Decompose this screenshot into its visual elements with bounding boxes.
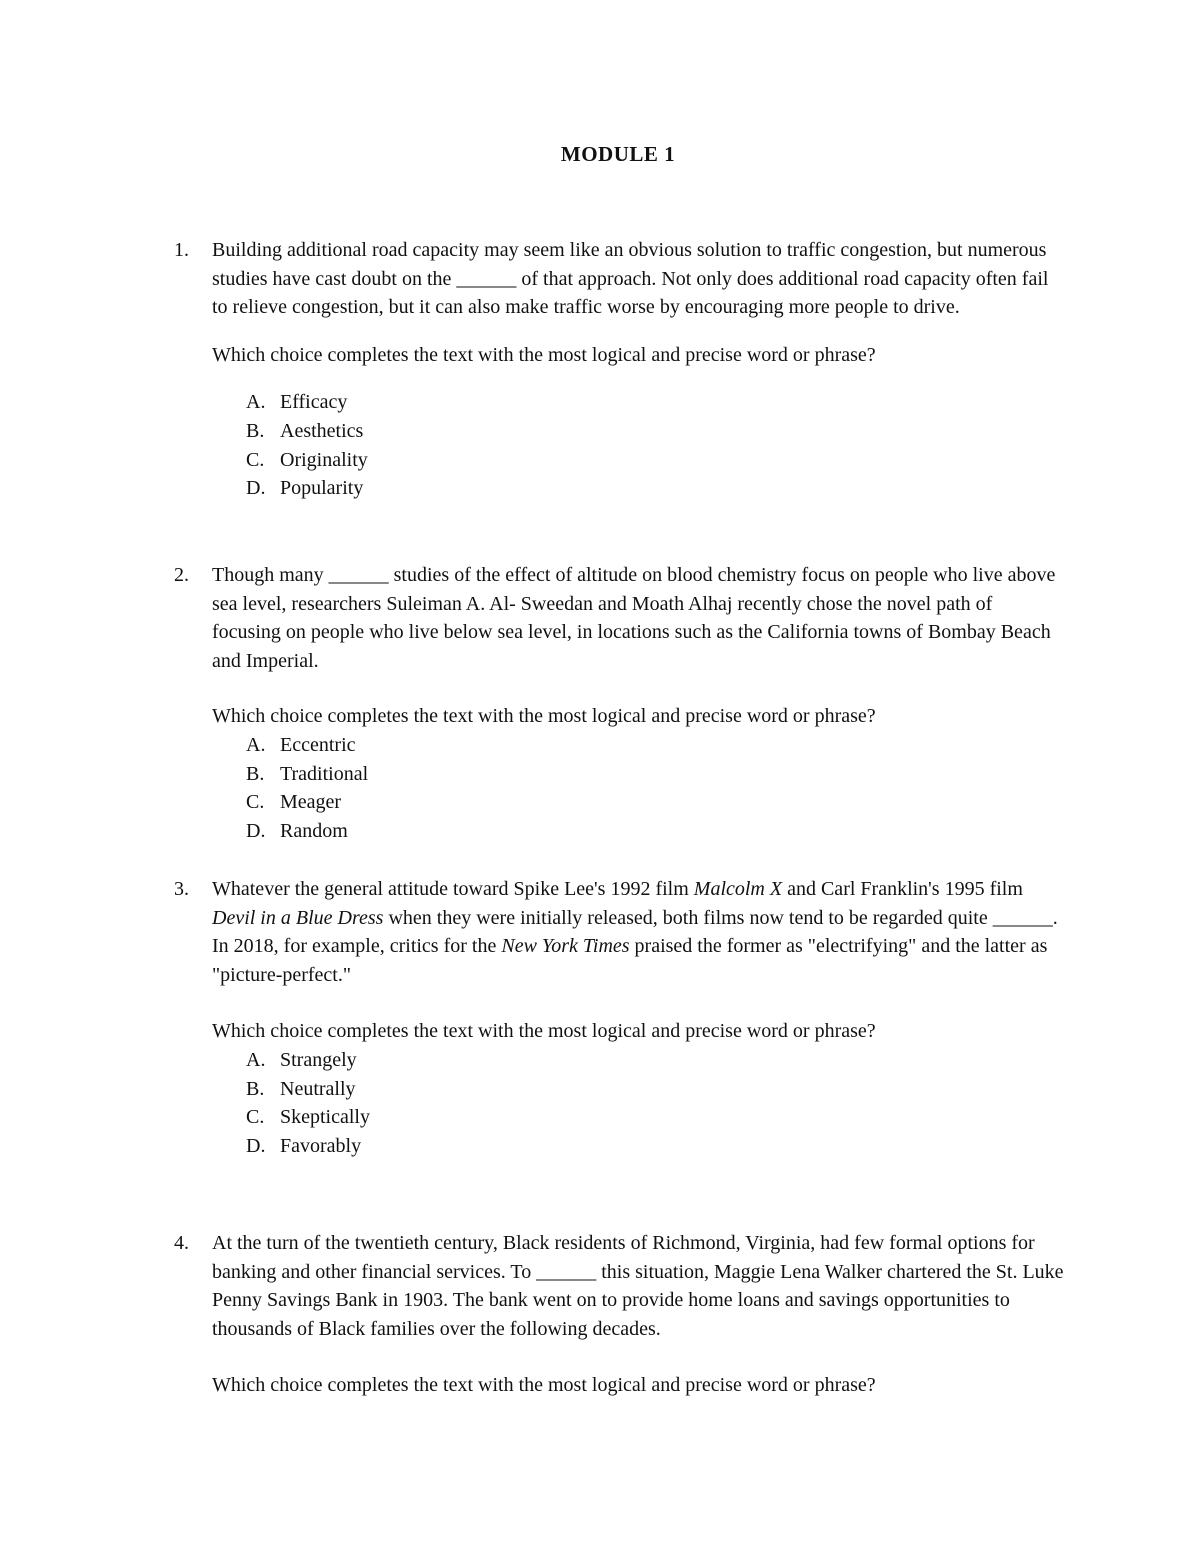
choice-text: Neutrally (280, 1077, 356, 1100)
question-stem: At the turn of the twentieth century, Black residents of Richmond, Virginia, had few formal options for banking and other financial services. To ______ this situation, Maggie Lena Walker chartered the St. Luke Penny Savings Bank in 1903. The bank went on to provide home loans and savings opportunities to thousands of Black families over the following decades. (212, 1232, 1064, 1340)
answer-choice[interactable] (174, 1132, 1074, 1161)
choice-letter: C. (246, 791, 265, 814)
answer-choices (174, 388, 1074, 502)
stem-text: praised the former as "electrifying" and the latter as "picture-perfect." (212, 935, 1048, 986)
choice-text: Originality (280, 448, 368, 471)
choice-letter: D. (246, 1134, 266, 1157)
answer-choice[interactable] (174, 731, 1074, 760)
choice-text: Traditional (280, 762, 369, 785)
question-2 (174, 561, 1074, 845)
question-4 (174, 1229, 1074, 1400)
answer-choice[interactable] (174, 788, 1074, 817)
question-prompt: Which choice completes the text with the most logical and precise word or phrase? (212, 343, 876, 366)
choice-text: Favorably (280, 1134, 362, 1157)
question-prompt: Which choice completes the text with the most logical and precise word or phrase? (212, 1374, 876, 1397)
answer-choice[interactable] (174, 817, 1074, 846)
answer-choice[interactable] (174, 1103, 1074, 1132)
question-1 (174, 236, 1074, 503)
question-stem (212, 875, 1062, 989)
newspaper-title: New York Times (501, 935, 630, 958)
choice-text: Strangely (280, 1048, 357, 1071)
choice-letter: D. (246, 477, 266, 500)
question-3 (174, 875, 1074, 1160)
choice-text: Skeptically (280, 1106, 370, 1129)
answer-choice[interactable] (174, 388, 1074, 417)
question-number: 3. (174, 878, 189, 900)
answer-choice[interactable] (174, 1075, 1074, 1104)
page-title: MODULE 1 (560, 142, 676, 166)
choice-letter: B. (246, 762, 265, 785)
question-number: 1. (174, 239, 189, 261)
answer-choices (174, 731, 1074, 845)
answer-choice[interactable] (174, 474, 1074, 503)
choice-text: Random (280, 819, 348, 842)
choice-letter: C. (246, 448, 265, 471)
choice-letter: C. (246, 1106, 265, 1129)
choice-letter: A. (246, 733, 266, 756)
choice-text: Efficacy (280, 391, 348, 414)
question-prompt: Which choice completes the text with the most logical and precise word or phrase? (212, 1020, 876, 1043)
choice-letter: D. (246, 819, 266, 842)
answer-choice[interactable] (174, 417, 1074, 446)
stem-text: and Carl Franklin's 1995 film (782, 878, 1023, 900)
answer-choice[interactable] (174, 1046, 1074, 1075)
film-title: Devil in a Blue Dress (212, 906, 384, 929)
film-title: Malcolm X (693, 878, 783, 900)
question-stem: Though many ______ studies of the effect of altitude on blood chemistry focus on people who live above sea level, researchers Suleiman A. Al- Sweedan and Moath Alhaj recently chose the novel path of focusing on people who live below sea level, in locations such as the California towns of Bombay Beach and Imperial. (212, 564, 1056, 672)
stem-text: when they were initially released, both films now tend to be regarded quite ______. In 2018, for example, critics for the (212, 906, 1058, 958)
choice-letter: A. (246, 1048, 266, 1071)
choice-text: Popularity (280, 477, 364, 500)
choice-text: Aesthetics (280, 419, 364, 442)
choice-text: Eccentric (280, 733, 356, 756)
question-number: 2. (174, 564, 189, 586)
question-number: 4. (174, 1232, 189, 1254)
question-stem: Building additional road capacity may seem like an obvious solution to traffic congestion, but numerous studies have cast doubt on the ______ of that approach. Not only does additional road capacity often fail to relieve congestion, but it can also make traffic worse by encouraging more people to drive. (212, 239, 1049, 319)
stem-text: Whatever the general attitude toward Spike Lee's 1992 film (212, 878, 694, 900)
choice-letter: A. (246, 391, 266, 414)
answer-choice[interactable] (174, 446, 1074, 475)
question-prompt: Which choice completes the text with the most logical and precise word or phrase? (212, 705, 876, 728)
answer-choices (174, 1046, 1074, 1160)
choice-text: Meager (280, 791, 342, 814)
answer-choice[interactable] (174, 760, 1074, 789)
choice-letter: B. (246, 419, 265, 442)
choice-letter: B. (246, 1077, 265, 1100)
